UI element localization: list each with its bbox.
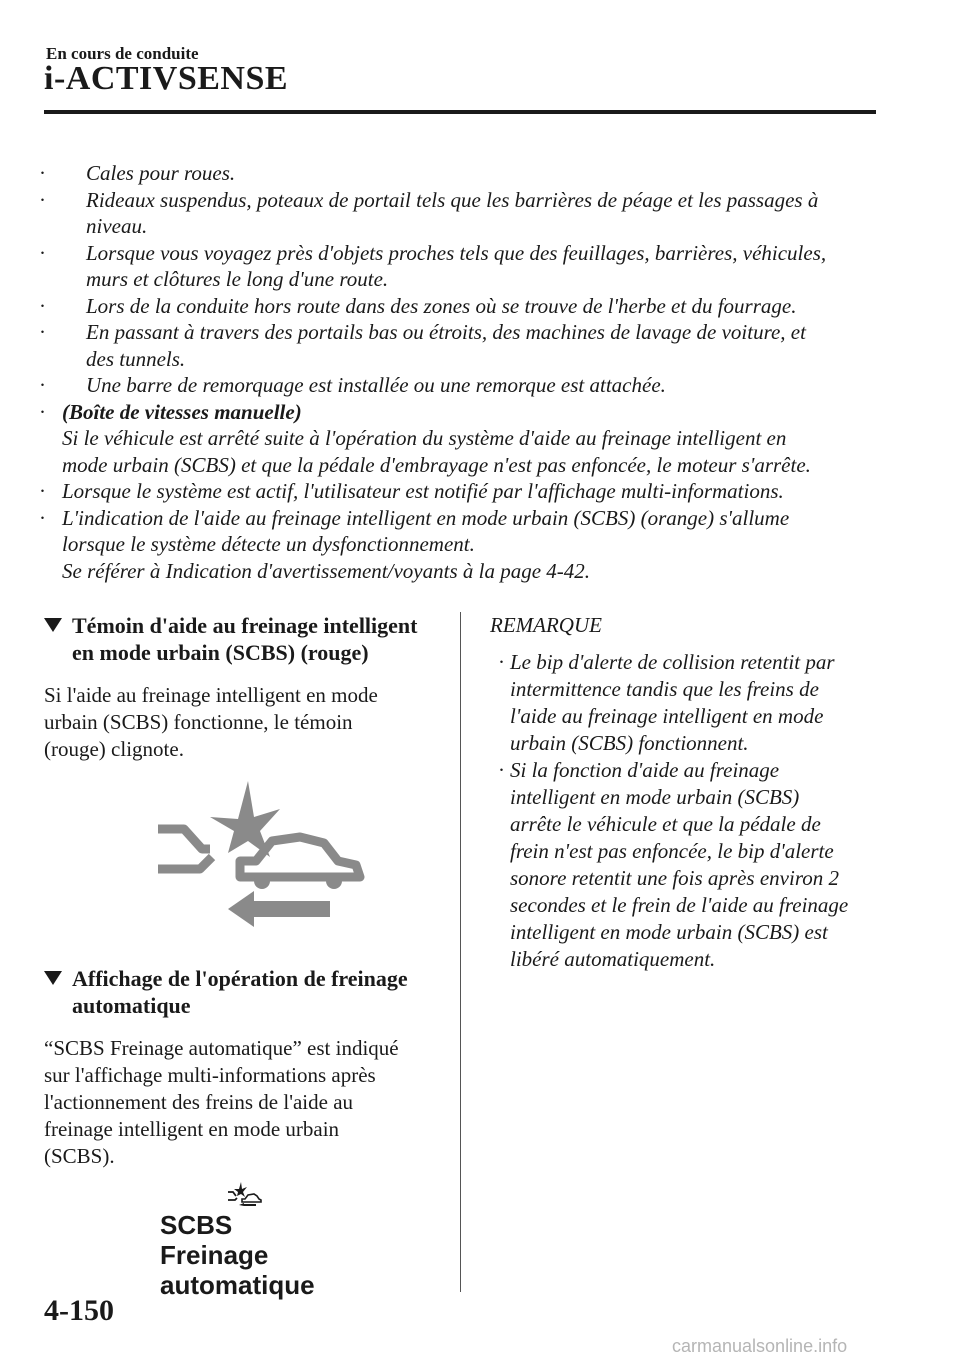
page-number: 4-150 bbox=[44, 1294, 114, 1327]
column-divider bbox=[460, 612, 461, 1292]
scbs-collision-warning-icon bbox=[150, 781, 380, 927]
note-label: REMARQUE bbox=[490, 613, 602, 637]
indication-item: · L'indication de l'aide au freinage intelligent en mode urbain (SCBS) (orange) s'allume lorsque le système détecte un dysfonctionnement. Se référer à Indication d'avertissement/voyants à la page 4-42. bbox=[48, 505, 878, 585]
sub-bullet-item: · Lorsque vous voyagez près d'objets proches tels que des feuillages, barrières, véhicules, murs et clôtures le long d'une route. bbox=[39, 240, 827, 291]
sub-bullet-item: · Lors de la conduite hors route dans des zones où se trouve de l'herbe et du fourrage. bbox=[39, 293, 797, 318]
heading-automatic-braking-display: Affichage de l'opération de freinage automatique bbox=[44, 965, 444, 1019]
top-bullet-list bbox=[39, 160, 878, 584]
note-item: · Si la fonction d'aide au freinage intelligent en mode urbain (SCBS) arrête le véhicule et que la pédale de frein n'est pas enfoncée, le bip d'alerte sonore retentit une fois après environ 2 secondes et le frein de l'aide au freinage intelligent en mode urbain (SCBS) est libéré automatiquement. bbox=[498, 758, 849, 971]
triangle-marker-icon bbox=[44, 971, 62, 985]
header-rule bbox=[44, 110, 876, 114]
right-column-note bbox=[490, 612, 890, 973]
manual-transmission-item: · (Boîte de vitesses manuelle) Si le véhicule est arrêté suite à l'opération du système d'aide au freinage intelligent en mode urbain (SCBS) et que la pédale d'embrayage n'est pas enfoncée, le moteur s'arrête. bbox=[48, 399, 878, 479]
section-title: i-ACTIVSENSE bbox=[44, 60, 289, 97]
sub-bullet-item: · Cales pour roues. bbox=[39, 161, 236, 185]
left-column bbox=[44, 612, 444, 1322]
sub-bullet-item: · Une barre de remorquage est installée ou une remorque est attachée. bbox=[39, 373, 666, 397]
sub-bullet-item: · En passant à travers des portails bas ou étroits, des machines de lavage de voiture, et des tunnels. bbox=[39, 320, 806, 371]
watermark: carmanualsonline.info bbox=[672, 1336, 848, 1356]
scbs-display-text: SCBS Freinage automatique bbox=[160, 1210, 315, 1300]
heading-scbs-red-indicator: Témoin d'aide au freinage intelligent en mode urbain (SCBS) (rouge) bbox=[44, 612, 444, 666]
notification-item: · Lorsque le système est actif, l'utilisateur est notifié par l'affichage multi-informations. bbox=[39, 479, 784, 503]
note-item: · Le bip d'alerte de collision retentit par intermittence tandis que les freins de l'aide au freinage intelligent en mode urbain (SCBS) fonctionnent. bbox=[498, 650, 835, 755]
manual-transmission-heading: (Boîte de vitesses manuelle) bbox=[62, 399, 302, 424]
triangle-marker-icon bbox=[44, 618, 62, 632]
paragraph-automatic-braking: “SCBS Freinage automatique” est indiqué sur l'affichage multi-informations après l'actionnement des freins de l'aide au freinage intelligent en mode urbain (SCBS). bbox=[44, 1036, 399, 1168]
section-kicker: En cours de conduite bbox=[46, 44, 199, 63]
scbs-mini-icon bbox=[226, 1182, 262, 1206]
paragraph-red-indicator: Si l'aide au freinage intelligent en mode urbain (SCBS) fonctionne, le témoin (rouge) clignote. bbox=[44, 683, 378, 761]
page-reference: Se référer à Indication d'avertissement/voyants à la page 4-42. bbox=[62, 558, 591, 583]
sub-bullet-item: · Rideaux suspendus, poteaux de portail tels que les barrières de péage et les passages à niveau. bbox=[39, 187, 819, 238]
